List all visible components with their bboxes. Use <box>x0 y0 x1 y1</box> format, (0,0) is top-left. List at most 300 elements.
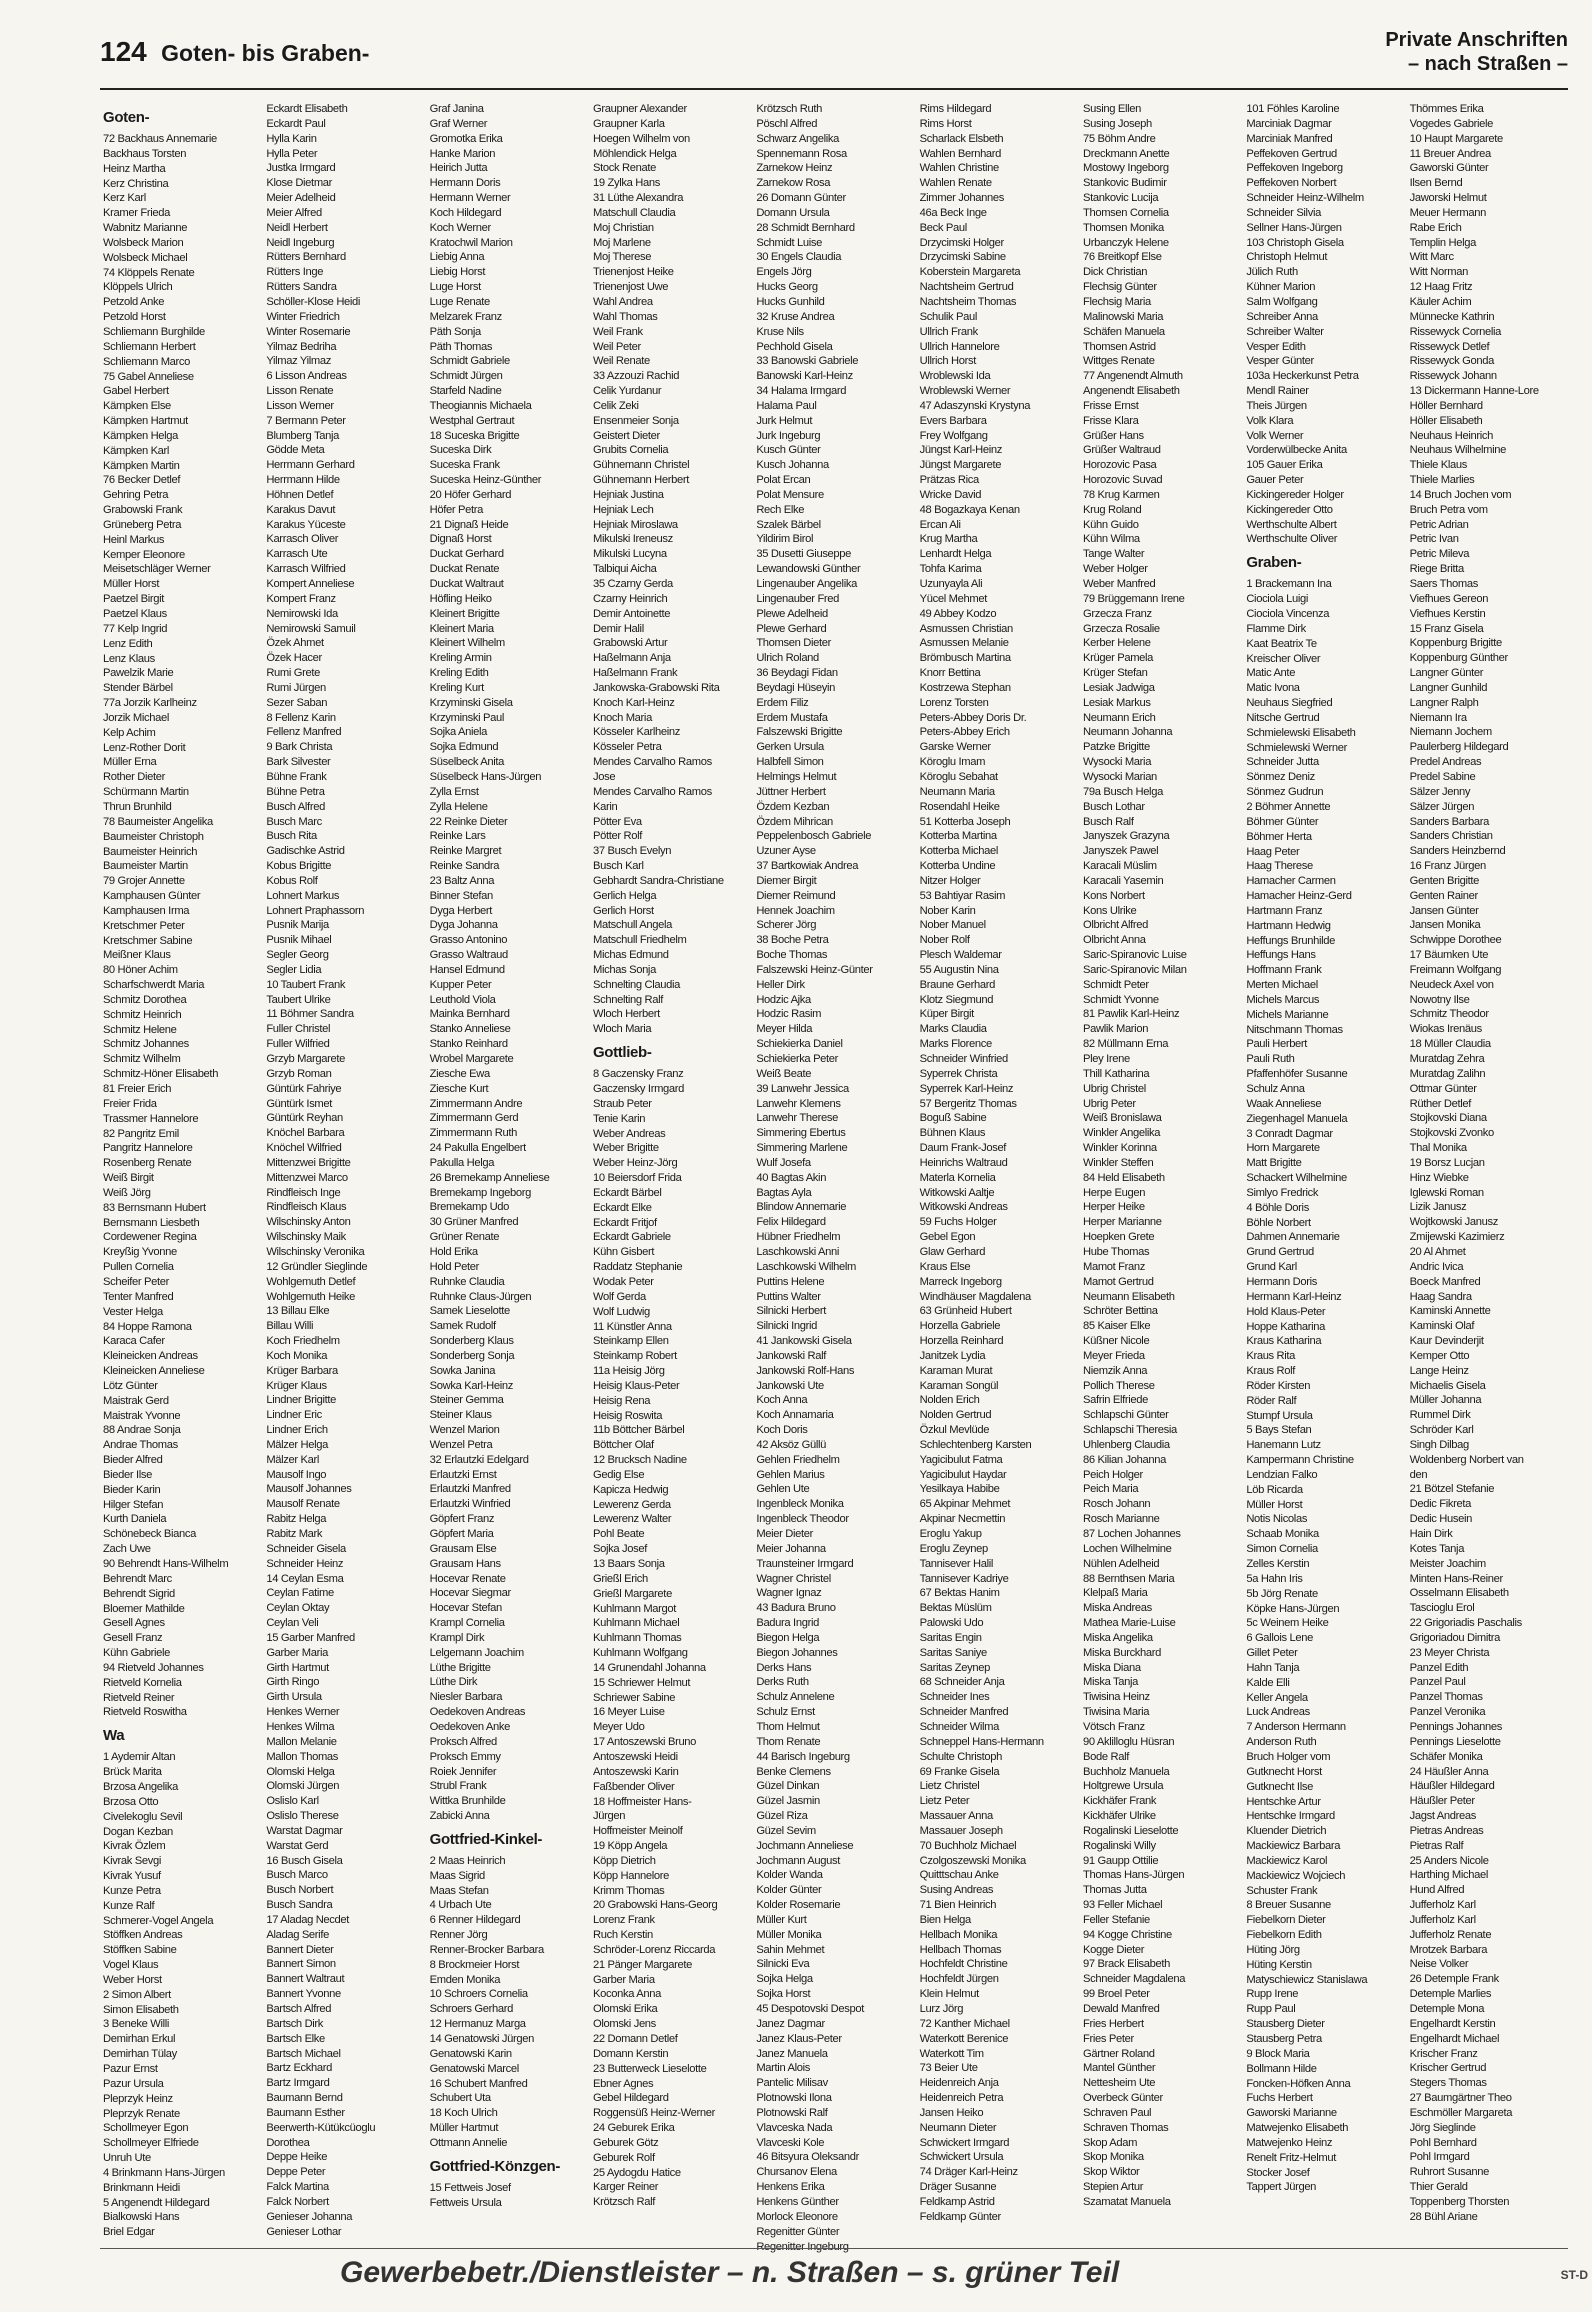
directory-entry: 24 Geburek Erika <box>592 2122 675 2135</box>
directory-entry: Anderson Ruth <box>1246 1736 1317 1749</box>
directory-entry: Güzel Sevim <box>756 1824 816 1837</box>
directory-entry: Yagicibulut Haydar <box>919 1468 1007 1481</box>
directory-entry: Lietz Christel <box>919 1780 980 1793</box>
directory-entry: Wilschinsky Veronika <box>266 1245 365 1258</box>
directory-entry: Stocker Josef <box>1246 2166 1310 2179</box>
directory-entry: 3 Conradt Dagmar <box>1246 1127 1333 1140</box>
directory-entry: Neise Volker <box>1409 1958 1469 1971</box>
directory-entry: 103 Christoph Gisela <box>1246 236 1344 249</box>
directory-entry: Hahn Tanja <box>1246 1661 1300 1674</box>
directory-entry: Justka Irmgard <box>266 162 336 175</box>
directory-entry: Hübner Friedhelm <box>756 1231 841 1244</box>
directory-entry: Woldenberg Norbert van <box>1409 1453 1524 1466</box>
directory-entry: Grund Gertrud <box>1246 1246 1314 1259</box>
directory-entry: Pley Irene <box>1082 1053 1130 1065</box>
directory-column <box>263 102 426 2254</box>
directory-entry: Warstat Gerd <box>266 1839 329 1852</box>
directory-entry: Eckardt Fritjof <box>592 1216 657 1229</box>
directory-entry: Boeck Manfred <box>1409 1275 1481 1288</box>
directory-entry: Toppenberg Thorsten <box>1409 2195 1510 2208</box>
directory-entry: Neumann Erich <box>1082 711 1156 724</box>
directory-entry: 19 Zylka Hans <box>592 177 660 190</box>
directory-entry: Tange Walter <box>1082 548 1145 561</box>
directory-entry: Silnicki Ingrid <box>756 1320 817 1333</box>
directory-entry: 6 Gallois Lene <box>1246 1632 1313 1645</box>
directory-entry: Janez Klaus-Peter <box>756 2032 842 2045</box>
directory-entry: Mallon Thomas <box>266 1750 339 1763</box>
directory-entry: Weiß Beate <box>756 1067 812 1080</box>
directory-entry: Kreischer Oliver <box>1246 652 1321 665</box>
directory-entry: Kuhlmann Michael <box>592 1617 680 1630</box>
directory-entry: Meister Joachim <box>1409 1557 1486 1570</box>
directory-entry: Wolf Gerda <box>592 1290 646 1303</box>
directory-entry: Thiele Klaus <box>1409 459 1468 472</box>
directory-entry: Rissewyck Johann <box>1409 370 1497 383</box>
directory-entry: Lurz Jörg <box>919 2003 964 2015</box>
directory-entry: Neuhaus Heinrich <box>1409 429 1493 442</box>
directory-entry: Müller Kurt <box>756 1913 807 1926</box>
directory-entry: Rogalinski Lieselotte <box>1082 1824 1179 1837</box>
directory-entry: Schneider Manfred <box>919 1706 1009 1719</box>
directory-entry: Olomski Jens <box>592 2018 656 2031</box>
directory-entry: Eroglu Yakup <box>919 1528 982 1540</box>
directory-entry: Kogge Dieter <box>1082 1943 1145 1956</box>
directory-entry: Röder Kirsten <box>1246 1379 1311 1392</box>
directory-entry: Wysocki Maria <box>1082 756 1152 769</box>
directory-entry: Sanders Christian <box>1409 830 1493 843</box>
directory-entry: Liebig Anna <box>429 251 485 264</box>
directory-entry: Emden Monika <box>429 1973 501 1986</box>
directory-entry: Herper Marianne <box>1082 1216 1162 1229</box>
directory-entry: Rabitz Helga <box>266 1513 327 1526</box>
footer-note: Gewerbebetr./Dienstleister – n. Straßen – s. grüner Teil <box>340 2256 1120 2289</box>
directory-entry: 35 Czarny Gerda <box>592 578 673 590</box>
directory-entry: Weber Manfred <box>1082 578 1156 590</box>
directory-entry: Olbricht Anna <box>1082 934 1146 947</box>
directory-entry: Graf Janina <box>429 103 484 115</box>
directory-entry: Busch Ralf <box>1082 815 1134 828</box>
directory-entry: Moj Marlene <box>592 236 651 249</box>
directory-entry: Chursanov Elena <box>756 2166 837 2179</box>
directory-entry: 37 Bartkowiak Andrea <box>756 860 859 873</box>
directory-entry: Kusch Johanna <box>756 459 829 472</box>
directory-entry: Erdem Mustafa <box>756 711 828 724</box>
directory-entry: Benke Clemens <box>756 1765 831 1778</box>
directory-entry: 35 Dusetti Giuseppe <box>756 548 852 561</box>
directory-entry: Vester Helga <box>103 1305 163 1318</box>
directory-entry: Proksch Emmy <box>429 1750 501 1763</box>
directory-entry: Saric-Spiranovic Luise <box>1082 949 1187 962</box>
directory-entry: 43 Badura Bruno <box>756 1602 836 1615</box>
directory-entry: Grasso Antonino <box>429 934 508 947</box>
directory-entry: Silnicki Herbert <box>756 1305 826 1318</box>
directory-entry: Trienenjost Uwe <box>592 281 669 294</box>
directory-entry: Henkes Wilma <box>266 1720 335 1733</box>
directory-entry: Freimann Wolfgang <box>1409 963 1502 976</box>
directory-entry: 34 Halama Irmgard <box>756 385 847 398</box>
directory-entry: Genieser Johanna <box>266 2210 353 2223</box>
directory-entry: 45 Despotovski Despot <box>756 2003 865 2015</box>
directory-entry: Stegers Thomas <box>1409 2077 1487 2090</box>
directory-entry: Müller Erna <box>103 756 157 769</box>
directory-entry: 8 Breuer Susanne <box>1246 1899 1331 1912</box>
directory-entry: Ziegenhagel Manuela <box>1246 1112 1348 1125</box>
directory-entry: Lesiak Jadwiga <box>1082 681 1155 694</box>
directory-entry: 12 Haag Fritz <box>1409 281 1473 294</box>
directory-entry: Wysocki Marian <box>1082 770 1157 783</box>
directory-entry: Schröder-Lorenz Riccarda <box>592 1943 716 1956</box>
directory-entry: Wohlgemuth Detlef <box>266 1275 356 1288</box>
directory-entry: Steiner Klaus <box>429 1409 492 1422</box>
directory-entry: Polat Ercan <box>756 474 811 487</box>
directory-entry: Volk Werner <box>1246 429 1304 442</box>
directory-entry: 18 Suceska Brigitte <box>429 429 520 442</box>
directory-entry: Antoszewski Heidi <box>592 1750 678 1763</box>
directory-entry: Mendes Carvalho Ramos <box>592 756 712 769</box>
directory-entry: Keller Angela <box>1246 1691 1308 1704</box>
directory-entry: Braune Gerhard <box>919 978 995 991</box>
directory-entry: Beck Paul <box>919 221 967 234</box>
directory-entry: 76 Becker Detlef <box>103 474 181 487</box>
directory-entry: Busch Lothar <box>1082 800 1145 813</box>
directory-entry: Laschkowski Anni <box>756 1245 840 1258</box>
directory-entry: Rumi Grete <box>266 667 321 680</box>
directory-entry: Hejniak Miroslawa <box>592 518 678 531</box>
directory-entry: Schulte Christoph <box>919 1750 1003 1763</box>
directory-entry: Susing Andreas <box>919 1884 994 1897</box>
directory-entry: Schwickert Ursula <box>919 2151 1004 2164</box>
directory-entry: Böhmer Günter <box>1246 815 1319 828</box>
directory-entry: Niesler Barbara <box>429 1691 503 1704</box>
directory-entry: Boguß Sabine <box>919 1112 987 1125</box>
directory-entry: Klelpaß Maria <box>1082 1587 1148 1600</box>
directory-entry: Höfling Heiko <box>429 592 492 605</box>
directory-entry: 16 Franz Jürgen <box>1409 860 1486 873</box>
directory-entry: Krüger Barbara <box>266 1364 338 1377</box>
directory-entry: Meier Alfred <box>266 206 322 219</box>
directory-entry: Hermann Werner <box>429 192 511 205</box>
directory-entry: Patzke Brigitte <box>1082 741 1150 754</box>
directory-entry: Schiekierka Daniel <box>756 1038 843 1051</box>
directory-entry: Horzella Gabriele <box>919 1320 1001 1333</box>
directory-entry: Schliemann Burghilde <box>103 325 205 338</box>
directory-entry: 93 Feller Michael <box>1082 1899 1163 1912</box>
directory-entry: Paetzel Birgit <box>103 593 165 606</box>
directory-entry: Rosch Johann <box>1082 1498 1151 1511</box>
directory-entry: Trienenjost Heike <box>592 266 674 279</box>
directory-entry: Duckat Waltraut <box>429 578 504 590</box>
directory-entry: Engelhardt Kerstin <box>1409 2017 1496 2030</box>
directory-entry: Baumeister Heinrich <box>103 845 198 858</box>
directory-entry: Lisson Werner <box>266 399 334 412</box>
directory-entry: Schreiber Walter <box>1246 325 1324 338</box>
directory-entry: Matschull Angela <box>592 919 672 932</box>
directory-entry: Panzel Paul <box>1409 1676 1466 1689</box>
directory-entry: 17 Aladag Necdet <box>266 1913 350 1926</box>
directory-entry: 53 Bahtiyar Rasim <box>919 889 1006 902</box>
directory-entry: Langner Gunhild <box>1409 681 1488 694</box>
directory-entry: Krötzsch Ruth <box>756 103 823 115</box>
directory-entry: Köpke Hans-Jürgen <box>1246 1602 1340 1615</box>
directory-entry: Taubert Ulrike <box>266 993 331 1006</box>
directory-entry: Gebel Egon <box>919 1231 976 1244</box>
directory-entry: Schulz Anna <box>1246 1083 1305 1095</box>
directory-entry: 81 Freier Erich <box>103 1083 172 1095</box>
directory-entry: 2 Maas Heinrich <box>429 1854 506 1867</box>
directory-entry: Häußler Hildegard <box>1409 1780 1495 1793</box>
directory-entry: Pollich Therese <box>1082 1379 1155 1392</box>
directory-entry: Kreling Edith <box>429 667 489 680</box>
directory-entry: Hermann Doris <box>429 177 501 190</box>
directory-entry: Lorenz Torsten <box>919 696 989 709</box>
directory-entry: Zmijewski Kazimierz <box>1409 1231 1505 1244</box>
directory-entry: Laschkowski Wilhelm <box>756 1260 856 1273</box>
directory-entry: Lenz-Rother Dorit <box>103 741 186 754</box>
directory-entry: Neumann Johanna <box>1082 726 1173 739</box>
directory-entry: Krischer Franz <box>1409 2047 1478 2060</box>
directory-entry: Kolder Wanda <box>756 1869 823 1882</box>
directory-entry: Skop Monika <box>1082 2151 1144 2164</box>
directory-entry: 75 Gabel Anneliese <box>103 370 194 383</box>
directory-entry: Zarnekow Rosa <box>756 177 831 190</box>
directory-entry: Lindner Brigitte <box>266 1394 336 1407</box>
directory-entry: Kämpken Helga <box>103 429 179 442</box>
directory-entry: 37 Busch Evelyn <box>592 845 672 858</box>
directory-entry: Münnecke Kathrin <box>1409 310 1495 323</box>
directory-entry: Müller Horst <box>103 578 160 591</box>
directory-entry: Koch Friedhelm <box>266 1335 340 1348</box>
directory-entry: 26 Detemple Frank <box>1409 1973 1499 1986</box>
directory-entry: Luge Horst <box>429 281 481 294</box>
directory-entry: Jansen Günter <box>1409 904 1479 917</box>
directory-entry: 5 Angenendt Hildegard <box>103 2196 210 2209</box>
directory-entry: Zach Uwe <box>103 1543 151 1556</box>
directory-entry: Bartsch Alfred <box>266 2003 332 2015</box>
directory-entry: Hocevar Stefan <box>429 1602 502 1615</box>
directory-entry: Segler Georg <box>266 949 329 962</box>
directory-entry: Fries Herbert <box>1082 2017 1144 2030</box>
directory-entry: Hilger Stefan <box>103 1498 164 1511</box>
directory-entry: Meyer Udo <box>592 1721 645 1734</box>
directory-entry: Sälzer Jenny <box>1409 785 1471 798</box>
directory-entry: 22 Reinke Dieter <box>429 815 508 828</box>
directory-entry: Michaelis Gisela <box>1409 1379 1486 1392</box>
directory-entry: 17 Antoszewski Bruno <box>592 1736 697 1749</box>
directory-entry: Pechhold Gisela <box>756 340 833 353</box>
directory-entry: Jansen Heiko <box>919 2106 984 2119</box>
directory-entry: Steinkamp Robert <box>592 1350 677 1363</box>
directory-entry: Erlautzki Manfred <box>429 1483 511 1496</box>
directory-entry: 27 Baumgärtner Theo <box>1409 2092 1512 2105</box>
directory-entry: 11 Böhmer Sandra <box>266 1008 354 1021</box>
directory-entry: 79 Grojer Annette <box>103 875 185 888</box>
directory-entry: Eckardt Elke <box>592 1201 652 1214</box>
directory-entry: Grüner Renate <box>429 1231 500 1244</box>
directory-entry: Pusnik Marija <box>266 919 329 932</box>
directory-entry: Plewe Adelheid <box>756 607 828 620</box>
directory-entry: Susing Ellen <box>1082 103 1141 115</box>
directory-entry: Hermann Doris <box>1246 1275 1318 1288</box>
directory-entry: Tenter Manfred <box>103 1290 174 1303</box>
directory-entry: 15 Schriewer Helmut <box>592 1676 691 1689</box>
directory-entry: Mainka Bernhard <box>429 1008 510 1021</box>
directory-entry: Matwejenko Elisabeth <box>1246 2122 1349 2135</box>
directory-entry: Halbfell Simon <box>756 756 824 769</box>
directory-entry: Rabe Erich <box>1409 221 1462 234</box>
directory-entry: Helmings Helmut <box>756 770 837 783</box>
directory-entry: Eckardt Elisabeth <box>266 103 348 115</box>
directory-entry: Mackiewicz Karol <box>1246 1854 1328 1867</box>
directory-entry: Lorenz Frank <box>592 1914 655 1927</box>
directory-entry: 5a Hahn Iris <box>1246 1572 1303 1585</box>
directory-entry: Brück Marita <box>103 1766 162 1779</box>
directory-entry: Segler Lidia <box>266 963 322 976</box>
directory-entry: Nitschmann Thomas <box>1246 1023 1343 1036</box>
directory-entry: Sönmez Gudrun <box>1246 786 1324 799</box>
directory-entry: Miska Angelika <box>1082 1631 1153 1644</box>
directory-entry: 2 Böhmer Annette <box>1246 800 1331 813</box>
directory-entry: Briel Edgar <box>103 2226 155 2239</box>
directory-entry: Päth Thomas <box>429 340 493 353</box>
directory-entry: Pangritz Hannelore <box>103 1142 193 1155</box>
directory-entry: Karaman Murat <box>919 1364 993 1377</box>
directory-entry: Proksch Alfred <box>429 1735 497 1748</box>
directory-entry: 21 Dignaß Heide <box>429 518 509 531</box>
directory-entry: Henkens Erika <box>756 2181 825 2194</box>
directory-entry: Bartsch Michael <box>266 2047 341 2060</box>
directory-entry: 33 Banowski Gabriele <box>756 355 859 368</box>
directory-entry: Pawelzik Marie <box>103 667 174 680</box>
directory-entry: Templin Helga <box>1409 236 1476 249</box>
directory-entry: Zylla Helene <box>429 800 488 813</box>
directory-entry: Grausam Else <box>429 1542 497 1555</box>
directory-entry: Renelt Fritz-Helmut <box>1246 2151 1337 2164</box>
directory-entry: Busch Karl <box>592 860 644 873</box>
directory-entry: Mikulski Ireneusz <box>592 533 673 546</box>
directory-entry: Böhmer Herta <box>1246 830 1312 843</box>
directory-entry: Lüthe Brigitte <box>429 1661 491 1674</box>
directory-entry: Zelles Kerstin <box>1246 1558 1310 1570</box>
directory-entry: Drzycimski Holger <box>919 236 1004 249</box>
directory-entry: Thomsen Astrid <box>1082 340 1156 353</box>
directory-entry: Nober Manuel <box>919 919 986 932</box>
directory-entry: Falszewski Brigitte <box>756 726 843 739</box>
directory-entry: Panzel Edith <box>1409 1661 1469 1674</box>
directory-entry: Hüting Jörg <box>1246 1943 1300 1956</box>
directory-entry: 32 Erlautzki Edelgard <box>429 1453 529 1466</box>
directory-entry: Pusnik Mihael <box>266 934 332 947</box>
directory-entry: Rims Hildegard <box>919 103 992 115</box>
directory-entry: Matschull Friedhelm <box>592 934 687 947</box>
directory-entry: Hanemann Lutz <box>1246 1439 1321 1452</box>
directory-entry: Kemper Eleonore <box>103 548 185 561</box>
directory-entry: Kotterba Undine <box>919 860 996 873</box>
directory-entry: 11 Breuer Andrea <box>1409 147 1491 160</box>
directory-entry: Ullrich Hannelore <box>919 340 1000 353</box>
street-heading: Graben- <box>1246 554 1302 572</box>
directory-entry: Olomski Erika <box>592 2003 658 2016</box>
directory-entry: Lewerenz Gerda <box>592 1498 671 1511</box>
directory-entry: Fiebelkorn Edith <box>1246 1929 1322 1942</box>
directory-entry: Karin <box>592 800 618 813</box>
directory-entry: Hocevar Siegmar <box>429 1587 511 1600</box>
directory-entry: Matyschiewicz Stanislawa <box>1246 1973 1368 1986</box>
directory-entry: 80 Höner Achim <box>103 964 178 977</box>
directory-entry: 26 Bremekamp Anneliese <box>429 1171 550 1184</box>
directory-entry: Ziesche Ewa <box>429 1067 490 1080</box>
directory-entry: Yilmaz Yilmaz <box>266 355 331 368</box>
directory-entry: 33 Azzouzi Rachid <box>592 370 680 383</box>
directory-entry: Thom Helmut <box>756 1720 820 1733</box>
directory-entry: Eckardt Bärbel <box>592 1186 662 1199</box>
directory-entry: Tohfa Karima <box>919 563 982 576</box>
directory-entry: Olomski Jürgen <box>266 1780 340 1793</box>
directory-entry: Lisson Renate <box>266 385 334 398</box>
directory-entry: Hinz Wiebke <box>1409 1171 1469 1184</box>
directory-entry: Peffekoven Ingeborg <box>1246 162 1343 175</box>
directory-entry: Fiebelkorn Dieter <box>1246 1914 1326 1927</box>
directory-entry: Dorothea <box>266 2136 310 2149</box>
directory-entry: Hoegen Wilhelm von <box>592 132 690 145</box>
directory-entry: Sojka Edmund <box>429 741 499 754</box>
directory-entry: Witkowski Aaltje <box>919 1186 995 1199</box>
directory-entry: Mikulski Lucyna <box>592 548 667 561</box>
directory-entry: 90 Behrendt Hans-Wilhelm <box>103 1558 229 1570</box>
directory-entry: Saric-Spiranovic Milan <box>1082 963 1187 976</box>
directory-column <box>1080 102 1243 2254</box>
directory-entry: Karaca Cafer <box>103 1335 165 1348</box>
directory-entry: Binner Stefan <box>429 889 493 902</box>
directory-entry: Waterkott Berenice <box>919 2032 1009 2045</box>
directory-entry: Schmidt Luise <box>756 236 823 249</box>
directory-entry: 22 Domann Detlef <box>592 2033 678 2045</box>
directory-entry: Feldkamp Astrid <box>919 2195 995 2208</box>
directory-entry: Busch Rita <box>266 830 317 843</box>
directory-entry: 21 Bötzel Stefanie <box>1409 1483 1495 1496</box>
directory-entry: Bartsch Elke <box>266 2032 325 2045</box>
directory-entry: Heinrichs Waltraud <box>919 1156 1008 1169</box>
directory-entry: Theis Jürgen <box>1246 399 1307 412</box>
directory-entry: 4 Böhle Doris <box>1246 1201 1309 1214</box>
directory-entry: Wagner Ignaz <box>756 1587 822 1600</box>
directory-entry: 23 Meyer Christa <box>1409 1646 1490 1659</box>
directory-entry: Pohl Irmgard <box>1409 2151 1470 2164</box>
directory-entry: Diemer Reimund <box>756 889 836 902</box>
directory-entry: Thomsen Dieter <box>756 637 832 650</box>
directory-entry: Feller Stefanie <box>1082 1913 1150 1926</box>
directory-entry: Müller Hartmut <box>429 2122 499 2135</box>
directory-entry: Schollmeyer Egon <box>103 2122 189 2135</box>
directory-entry: Gerlich Horst <box>592 904 654 917</box>
directory-entry: Stanko Reinhard <box>429 1038 508 1051</box>
directory-column <box>753 102 916 2254</box>
directory-entry: Karrasch Wilfried <box>266 563 346 576</box>
directory-entry: Kemper Otto <box>1409 1349 1470 1362</box>
footer-rule <box>100 2248 1568 2249</box>
directory-entry: Gehlen Ute <box>756 1483 810 1496</box>
directory-entry: Dedic Husein <box>1409 1513 1472 1526</box>
directory-entry: Ruhnke Claus-Jürgen <box>429 1290 532 1303</box>
directory-entry: Grüßer Waltraud <box>1082 444 1161 457</box>
directory-entry: Höller Elisabeth <box>1409 414 1483 427</box>
directory-entry: Maistrak Yvonne <box>103 1409 181 1422</box>
directory-entry: 55 Augustin Nina <box>919 963 999 976</box>
directory-entry: 40 Bagtas Akin <box>756 1171 827 1184</box>
directory-entry: Kerz Karl <box>103 192 146 205</box>
directory-entry: Marks Florence <box>919 1038 992 1051</box>
directory-entry: Flechsig Günter <box>1082 281 1157 294</box>
directory-entry: Zimmermann Ruth <box>429 1127 518 1140</box>
